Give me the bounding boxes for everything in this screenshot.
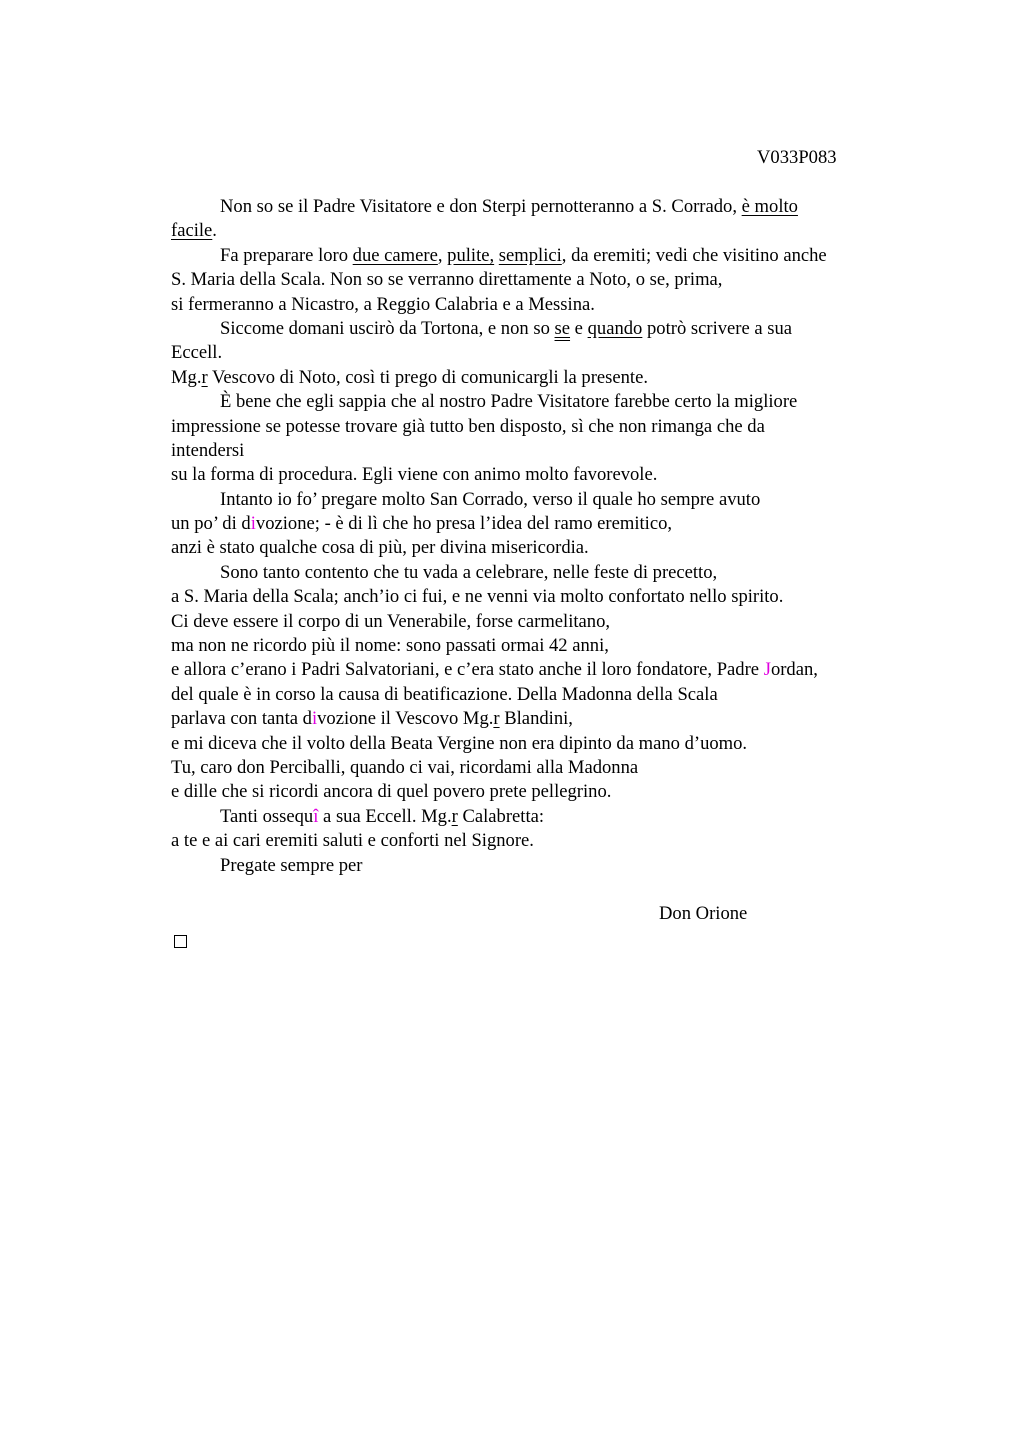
signature: Don Orione	[659, 903, 748, 925]
text-run: Mg.	[171, 366, 202, 388]
text-line	[171, 244, 901, 268]
text-run: Siccome domani uscirò da Tortona, e non so	[220, 317, 555, 339]
text-line: impressione se potesse trovare già tutto ben disposto, sì che non rimanga che da	[171, 415, 765, 437]
underlined-text: quando	[587, 317, 643, 339]
text-line: e mi diceva che il volto della Beata Vergine non era dipinto da mano d’uomo.	[171, 732, 748, 754]
text-run: ,	[437, 244, 448, 266]
end-marker	[171, 927, 901, 951]
text-line: si fermeranno a Nicastro, a Reggio Calabria e a Messina.	[171, 293, 595, 315]
text-line: Ci deve essere il corpo di un Venerabile, forse carmelitano,	[171, 610, 611, 632]
text-line: Eccell.	[171, 342, 223, 364]
text-line: ma non ne ricordo più il nome: sono passati ormai 42 anni,	[171, 635, 609, 657]
highlighted-char: î	[313, 805, 319, 827]
text-run: e	[570, 317, 588, 339]
highlighted-char: i	[250, 513, 256, 535]
text-line	[171, 366, 901, 390]
text-line: anzi è stato qualche cosa di più, per divina misericordia.	[171, 537, 589, 559]
text-line	[171, 195, 901, 219]
text-run: Fa preparare loro	[220, 244, 353, 266]
text-run: potrò scrivere a sua	[642, 317, 793, 339]
text-line: Sono tanto contento che tu vada a celebrare, nelle feste di precetto,	[220, 561, 718, 583]
underlined-text: semplici	[498, 244, 562, 266]
text-line	[171, 512, 901, 536]
text-line: intendersi	[171, 439, 245, 461]
text-line: Tu, caro don Perciballi, quando ci vai, ricordami alla Madonna	[171, 756, 639, 778]
text-run: e allora c’erano i Padri Salvatoriani, e c’era stato anche il loro fondatore, Padre	[171, 659, 764, 681]
text-run: vozione; - è di lì che ho presa l’idea del ramo eremitico,	[255, 513, 673, 535]
text-line: del quale è in corso la causa di beatificazione. Della Madonna della Scala	[171, 683, 718, 705]
text-line	[171, 707, 901, 731]
text-line: Pregate sempre per	[220, 854, 363, 876]
spacer	[171, 878, 901, 902]
text-line: È bene che egli sappia che al nostro Padre Visitatore farebbe certo la migliore	[220, 391, 798, 413]
text-line: a te e ai cari eremiti saluti e conforti nel Signore.	[171, 830, 534, 852]
text-run: , da eremiti; vedi che visitino anche	[561, 244, 827, 266]
square-icon	[174, 935, 187, 948]
text-line: e dille che si ricordi ancora di quel povero prete pellegrino.	[171, 781, 612, 803]
text-run: .	[212, 220, 217, 242]
text-line: a S. Maria della Scala; anch’io ci fui, e ne venni via molto confortato nello spirito.	[171, 586, 784, 608]
highlighted-char: J	[763, 659, 771, 681]
text-line: su la forma di procedura. Egli viene con animo molto favorevole.	[171, 464, 658, 486]
underlined-text: facile	[171, 220, 213, 242]
text-run: ordan,	[770, 659, 818, 681]
double-underlined-text: se	[554, 317, 571, 339]
text-run: parlava con tanta d	[171, 708, 312, 730]
text-line	[171, 805, 901, 829]
text-run: a sua Eccell. Mg.	[318, 805, 452, 827]
text-line	[171, 317, 901, 341]
text-line: Intanto io fo’ pregare molto San Corrado, verso il quale ho sempre avuto	[220, 488, 761, 510]
highlighted-char: i	[311, 708, 318, 730]
underlined-text: due camere	[352, 244, 438, 266]
text-run: Non so se il Padre Visitatore e don Sterpi pernotteranno a S. Corrado,	[220, 196, 742, 217]
text-line	[171, 219, 901, 243]
text-run: Vescovo di Noto, così ti prego di comunicargli la presente.	[207, 366, 648, 388]
text-run: un po’ di d	[171, 513, 251, 535]
text-line	[171, 658, 901, 682]
underlined-text: pulite,	[447, 244, 495, 266]
underlined-text: r	[451, 805, 458, 827]
underlined-text: è molto	[741, 196, 798, 217]
text-line: S. Maria della Scala. Non so se verranno direttamente a Noto, o se, prima,	[171, 269, 723, 291]
text-run: Blandini,	[499, 708, 573, 730]
underlined-text: r	[201, 366, 208, 388]
letter-body	[171, 195, 901, 951]
page-code: V033P083	[757, 147, 837, 168]
text-run: Tanti ossequ	[220, 805, 314, 827]
text-run: vozione il Vescovo Mg.	[317, 708, 494, 730]
underlined-text: r	[493, 708, 500, 730]
text-run: Calabretta:	[457, 805, 545, 827]
